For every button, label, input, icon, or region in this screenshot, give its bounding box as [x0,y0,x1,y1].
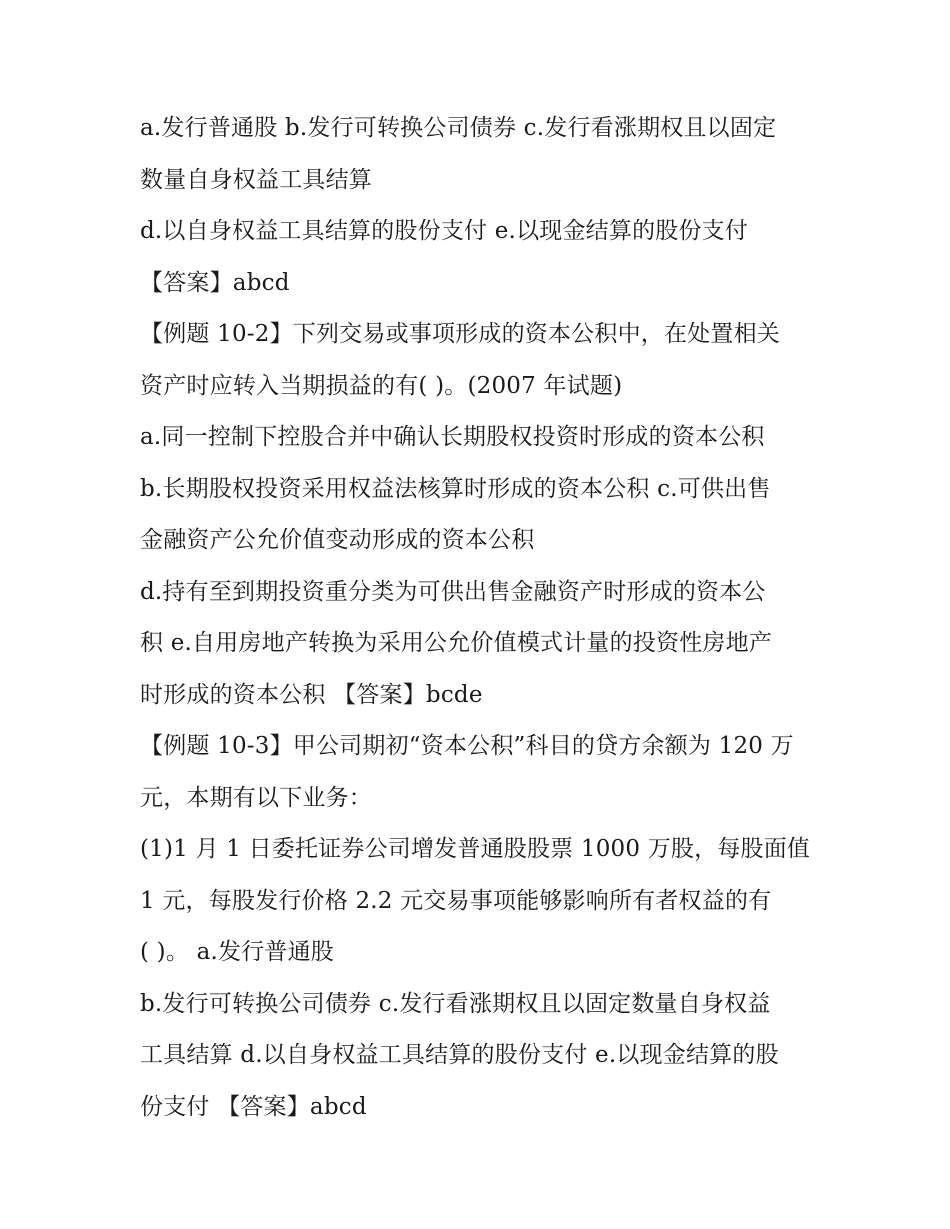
example-heading: 【例题 10-3】甲公司期初“资本公积”科目的贷方余额为 120 万 [140,733,794,759]
answer-line: 时形成的资本公积 【答案】bcde [140,681,483,708]
text-line: d.持有至到期投资重分类为可供出售金融资产时形成的资本公 [140,578,766,605]
text-line: 元，本期有以下业务： [140,784,372,811]
text-line: a.同一控制下控股合并中确认长期股权投资时形成的资本公积 [140,424,765,450]
text-line: 金融资产公允价值变动形成的资本公积 [140,527,535,553]
text-line: b.长期股权投资采用权益法核算时形成的资本公积 c.可供出售 [140,475,771,502]
text-line: 工具结算 d.以自身权益工具结算的股份支付 e.以现金结算的股 [140,1042,779,1068]
text-line: 资产时应转入当期损益的有( )。(2007 年试题) [140,372,623,399]
text-line: a.发行普通股 b.发行可转换公司债券 c.发行看涨期权且以固定 [140,115,777,141]
text-line: (1)1 月 1 日委托证券公司增发普通股股票 1000 万股，每股面值 [140,836,811,862]
text-line: 积 e.自用房地产转换为采用公允价值模式计量的投资性房地产 [140,630,773,656]
text-line: d.以自身权益工具结算的股份支付 e.以现金结算的股份支付 [140,218,749,244]
example-heading: 【例题 10-2】下列交易或事项形成的资本公积中，在处置相关 [140,321,780,347]
text-line: b.发行可转换公司债券 c.发行看涨期权且以固定数量自身权益 [140,990,771,1017]
answer-line: 份支付 【答案】abcd [140,1093,367,1120]
text-line: ( )。 a.发行普通股 [140,939,334,965]
document-body [140,103,820,1133]
text-line: 1 元，每股发行价格 2.2 元交易事项能够影响所有者权益的有 [140,887,772,914]
text-line: 数量自身权益工具结算 [140,166,372,193]
answer-line: 【答案】abcd [140,269,290,296]
